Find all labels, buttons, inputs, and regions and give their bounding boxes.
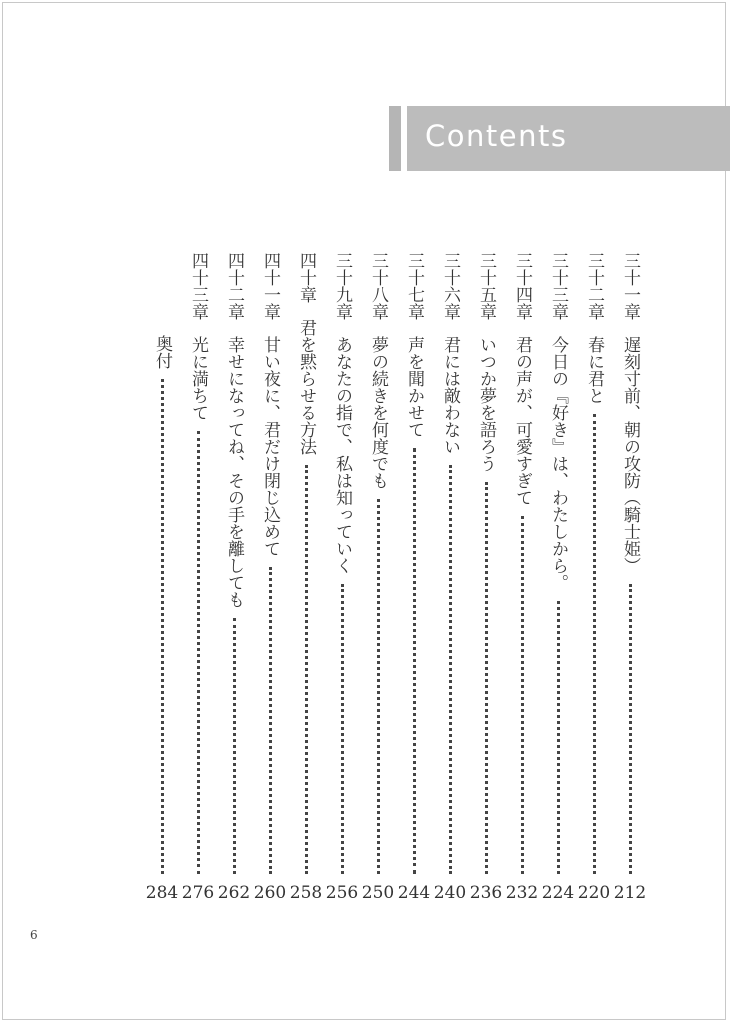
page-number: 220 [577, 883, 611, 903]
dotted-leader [449, 465, 452, 874]
chapter-number: 三十九章 [332, 252, 352, 320]
dotted-leader [593, 414, 596, 874]
chapter-title: 今日の『好き』は、わたしから。 [548, 336, 568, 591]
page-number: 240 [433, 883, 467, 903]
chapter-number: 三十一章 [620, 252, 640, 320]
toc-entry[interactable] [468, 252, 504, 904]
chapter-title: 甘い夜に、君だけ閉じ込めて [260, 336, 280, 557]
toc-entry[interactable] [324, 252, 360, 904]
page-number: 212 [613, 883, 647, 903]
header-banner [407, 106, 730, 171]
dotted-leader [305, 465, 308, 874]
dotted-leader [233, 618, 236, 874]
dotted-leader [557, 601, 560, 874]
page-number: 284 [145, 883, 179, 903]
chapter-number: 三十五章 [476, 252, 496, 320]
chapter-title: いつか夢を語ろう [476, 336, 496, 472]
toc-entry[interactable] [216, 252, 252, 904]
chapter-title: 光に満ちて [188, 336, 208, 421]
dotted-leader [341, 584, 344, 874]
page-number: 276 [181, 883, 215, 903]
chapter-number: 三十三章 [548, 252, 568, 320]
chapter-number: 三十八章 [368, 252, 388, 320]
chapter-number: 三十四章 [512, 252, 532, 320]
dotted-leader [629, 584, 632, 874]
chapter-title: 声を聞かせて [404, 336, 424, 438]
chapter-number: 四十三章 [188, 252, 208, 320]
page-number: 236 [469, 883, 503, 903]
page-number: 260 [253, 883, 287, 903]
dotted-leader [413, 448, 416, 874]
dotted-leader [161, 379, 164, 874]
chapter-title: 幸せになってね、その手を離しても [224, 336, 244, 608]
chapter-number: 三十六章 [440, 252, 460, 320]
chapter-number: 四十一章 [260, 252, 280, 320]
toc-entry[interactable] [396, 252, 432, 904]
page-number: 250 [361, 883, 395, 903]
chapter-title: 夢の続きを何度でも [368, 336, 388, 489]
chapter-title: あなたの指で、私は知っていく [332, 336, 352, 574]
dotted-leader [377, 499, 380, 874]
page-number: 232 [505, 883, 539, 903]
toc-entry[interactable] [504, 252, 540, 904]
folio-page-number: 6 [30, 928, 38, 942]
chapter-title: 君には敵わない [440, 336, 460, 455]
dotted-leader [197, 431, 200, 874]
toc-entry[interactable] [540, 252, 576, 904]
chapter-title: 奥付 [152, 335, 172, 369]
toc-entry[interactable] [180, 252, 216, 904]
chapter-title: 春に君と [584, 336, 604, 404]
chapter-number: 四十二章 [224, 252, 244, 320]
chapter-title: 君を黙らせる方法 [296, 319, 316, 455]
header-accent-bar [389, 106, 401, 171]
dotted-leader [521, 516, 524, 874]
page-number: 224 [541, 883, 575, 903]
dotted-leader [269, 567, 272, 874]
contents-title: Contents [425, 119, 568, 153]
chapter-title: 君の声が、可愛すぎて [512, 336, 532, 506]
toc-entry[interactable] [252, 252, 288, 904]
toc-entry[interactable] [144, 252, 180, 904]
page-number: 256 [325, 883, 359, 903]
chapter-number: 三十二章 [584, 252, 604, 320]
toc-entry[interactable] [576, 252, 612, 904]
page-number: 244 [397, 883, 431, 903]
toc-entry[interactable] [288, 252, 324, 904]
toc-entry[interactable] [432, 252, 468, 904]
toc-entry[interactable] [612, 252, 648, 904]
page-number: 258 [289, 883, 323, 903]
page-number: 262 [217, 883, 251, 903]
toc-entry[interactable] [360, 252, 396, 904]
chapter-number: 三十七章 [404, 252, 424, 320]
dotted-leader [485, 482, 488, 874]
chapter-title: 遅刻寸前、朝の攻防（騎士姫） [620, 336, 640, 574]
chapter-number: 四十章 [296, 252, 316, 303]
